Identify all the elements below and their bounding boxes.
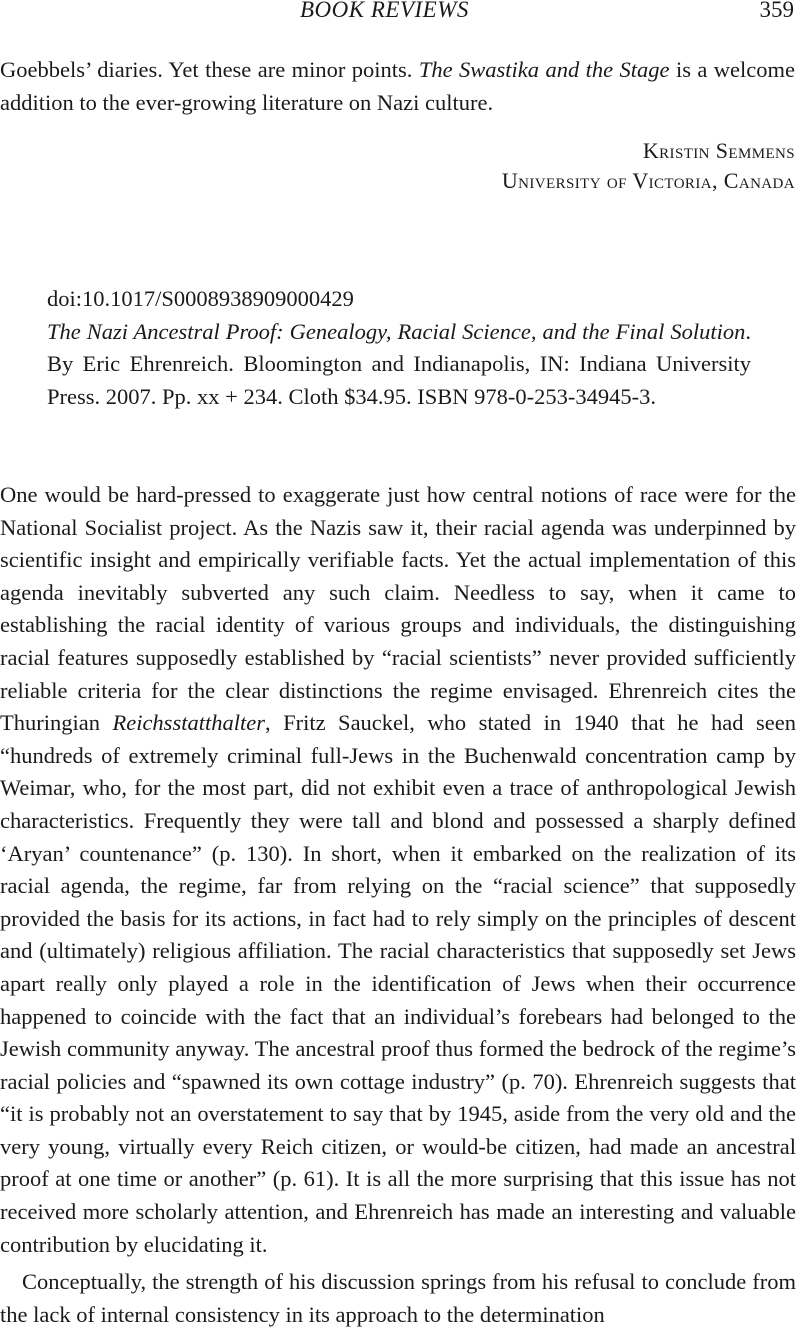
book-title: The Nazi Ancestral Proof: Genealogy, Racial Science, and the Final Solution: [47, 318, 746, 344]
previous-review-text-1: Goebbels’ diaries. Yet these are minor points.: [0, 57, 419, 82]
review-italic-term: Reichsstatthalter: [112, 710, 265, 736]
reviewer-name: Kristin Semmens: [642, 138, 795, 163]
reviewer-affiliation: University of Victoria, Canada: [501, 168, 795, 193]
previous-review-book-title: The Swastika and the Stage: [418, 57, 670, 82]
running-head: BOOK REVIEWS: [300, 0, 469, 22]
review-paragraph-1-part-1: One would be hard-pressed to exaggerate just how central notions of race were for the National Socialist project. As the Nazis saw it, their racial agenda was underpinned by scientific insight and empirically verifiable facts. Yet the actual implementation of this agenda inevitably subverted any such claim. Needless to say, when it came to establishing the racial identity of various groups and individuals, the distinguishing racial features supposedly established by “racial scientists” never provided sufficiently reliable criteria for the clear distinctions the regime envisaged. Ehrenreich cites the Thuringian: [0, 482, 796, 736]
previous-review-text-2: is a welcome addition to the ever-growing literature on Nazi culture.: [0, 57, 795, 115]
reviewer-byline: [502, 136, 795, 196]
page-header: [0, 0, 800, 28]
page-number: 359: [759, 0, 794, 22]
review-paragraph-1-part-2: , Fritz Sauckel, who stated in 1940 that he had seen “hundreds of extremely criminal full-Jews in the Buchenwald concentration camp by Weimar, who, for the most part, did not exhibit even a trace of anthropological Jewish characteristics. Frequently they were tall and blond and possessed a sharply defined ‘Aryan’ countenance” (p. 130). In short, when it embarked on the realization of its racial agenda, the regime, far from relying on the “racial science” that supposedly provided the basis for its actions, in fact had to rely simply on the principles of descent and (ultimately) religious affiliation. The racial characteristics that supposedly set Jews apart really only played a role in the identification of Jews when their occurrence happened to coincide with the fact that an individual’s forebears had belonged to the Jewish community anyway. The ancestral proof thus formed the bedrock of the regime’s racial policies and “spawned its own cottage industry” (p. 70). Ehrenreich suggests that “it is probably not an overstatement to say that by 1945, aside from the very old and the very young, virtually every Reich citizen, or would-be citizen, had made an ancestral proof at one time or another” (p. 61). It is all the more surprising that this issue has not received more scholarly attention, and Ehrenreich has made an interesting and valuable contribution by elucidating it.: [0, 710, 796, 1257]
book-citation: [47, 283, 751, 413]
book-publication-info: . By Eric Ehrenreich. Bloomington and Indianapolis, IN: Indiana University Press. 2007. Pp. xx + 234. Cloth $34.95. ISBN 978-0-253-34945-3.: [47, 318, 751, 409]
doi-reference: doi:10.1017/S0008938909000429: [47, 286, 354, 311]
review-body: [0, 479, 796, 1331]
book-details: [47, 316, 751, 414]
previous-review-ending: [0, 54, 795, 119]
review-paragraph-1: [0, 479, 796, 1261]
review-paragraph-2: Conceptually, the strength of his discussion springs from his refusal to conclude from the lack of internal consistency in its approach to the determination: [0, 1269, 796, 1327]
